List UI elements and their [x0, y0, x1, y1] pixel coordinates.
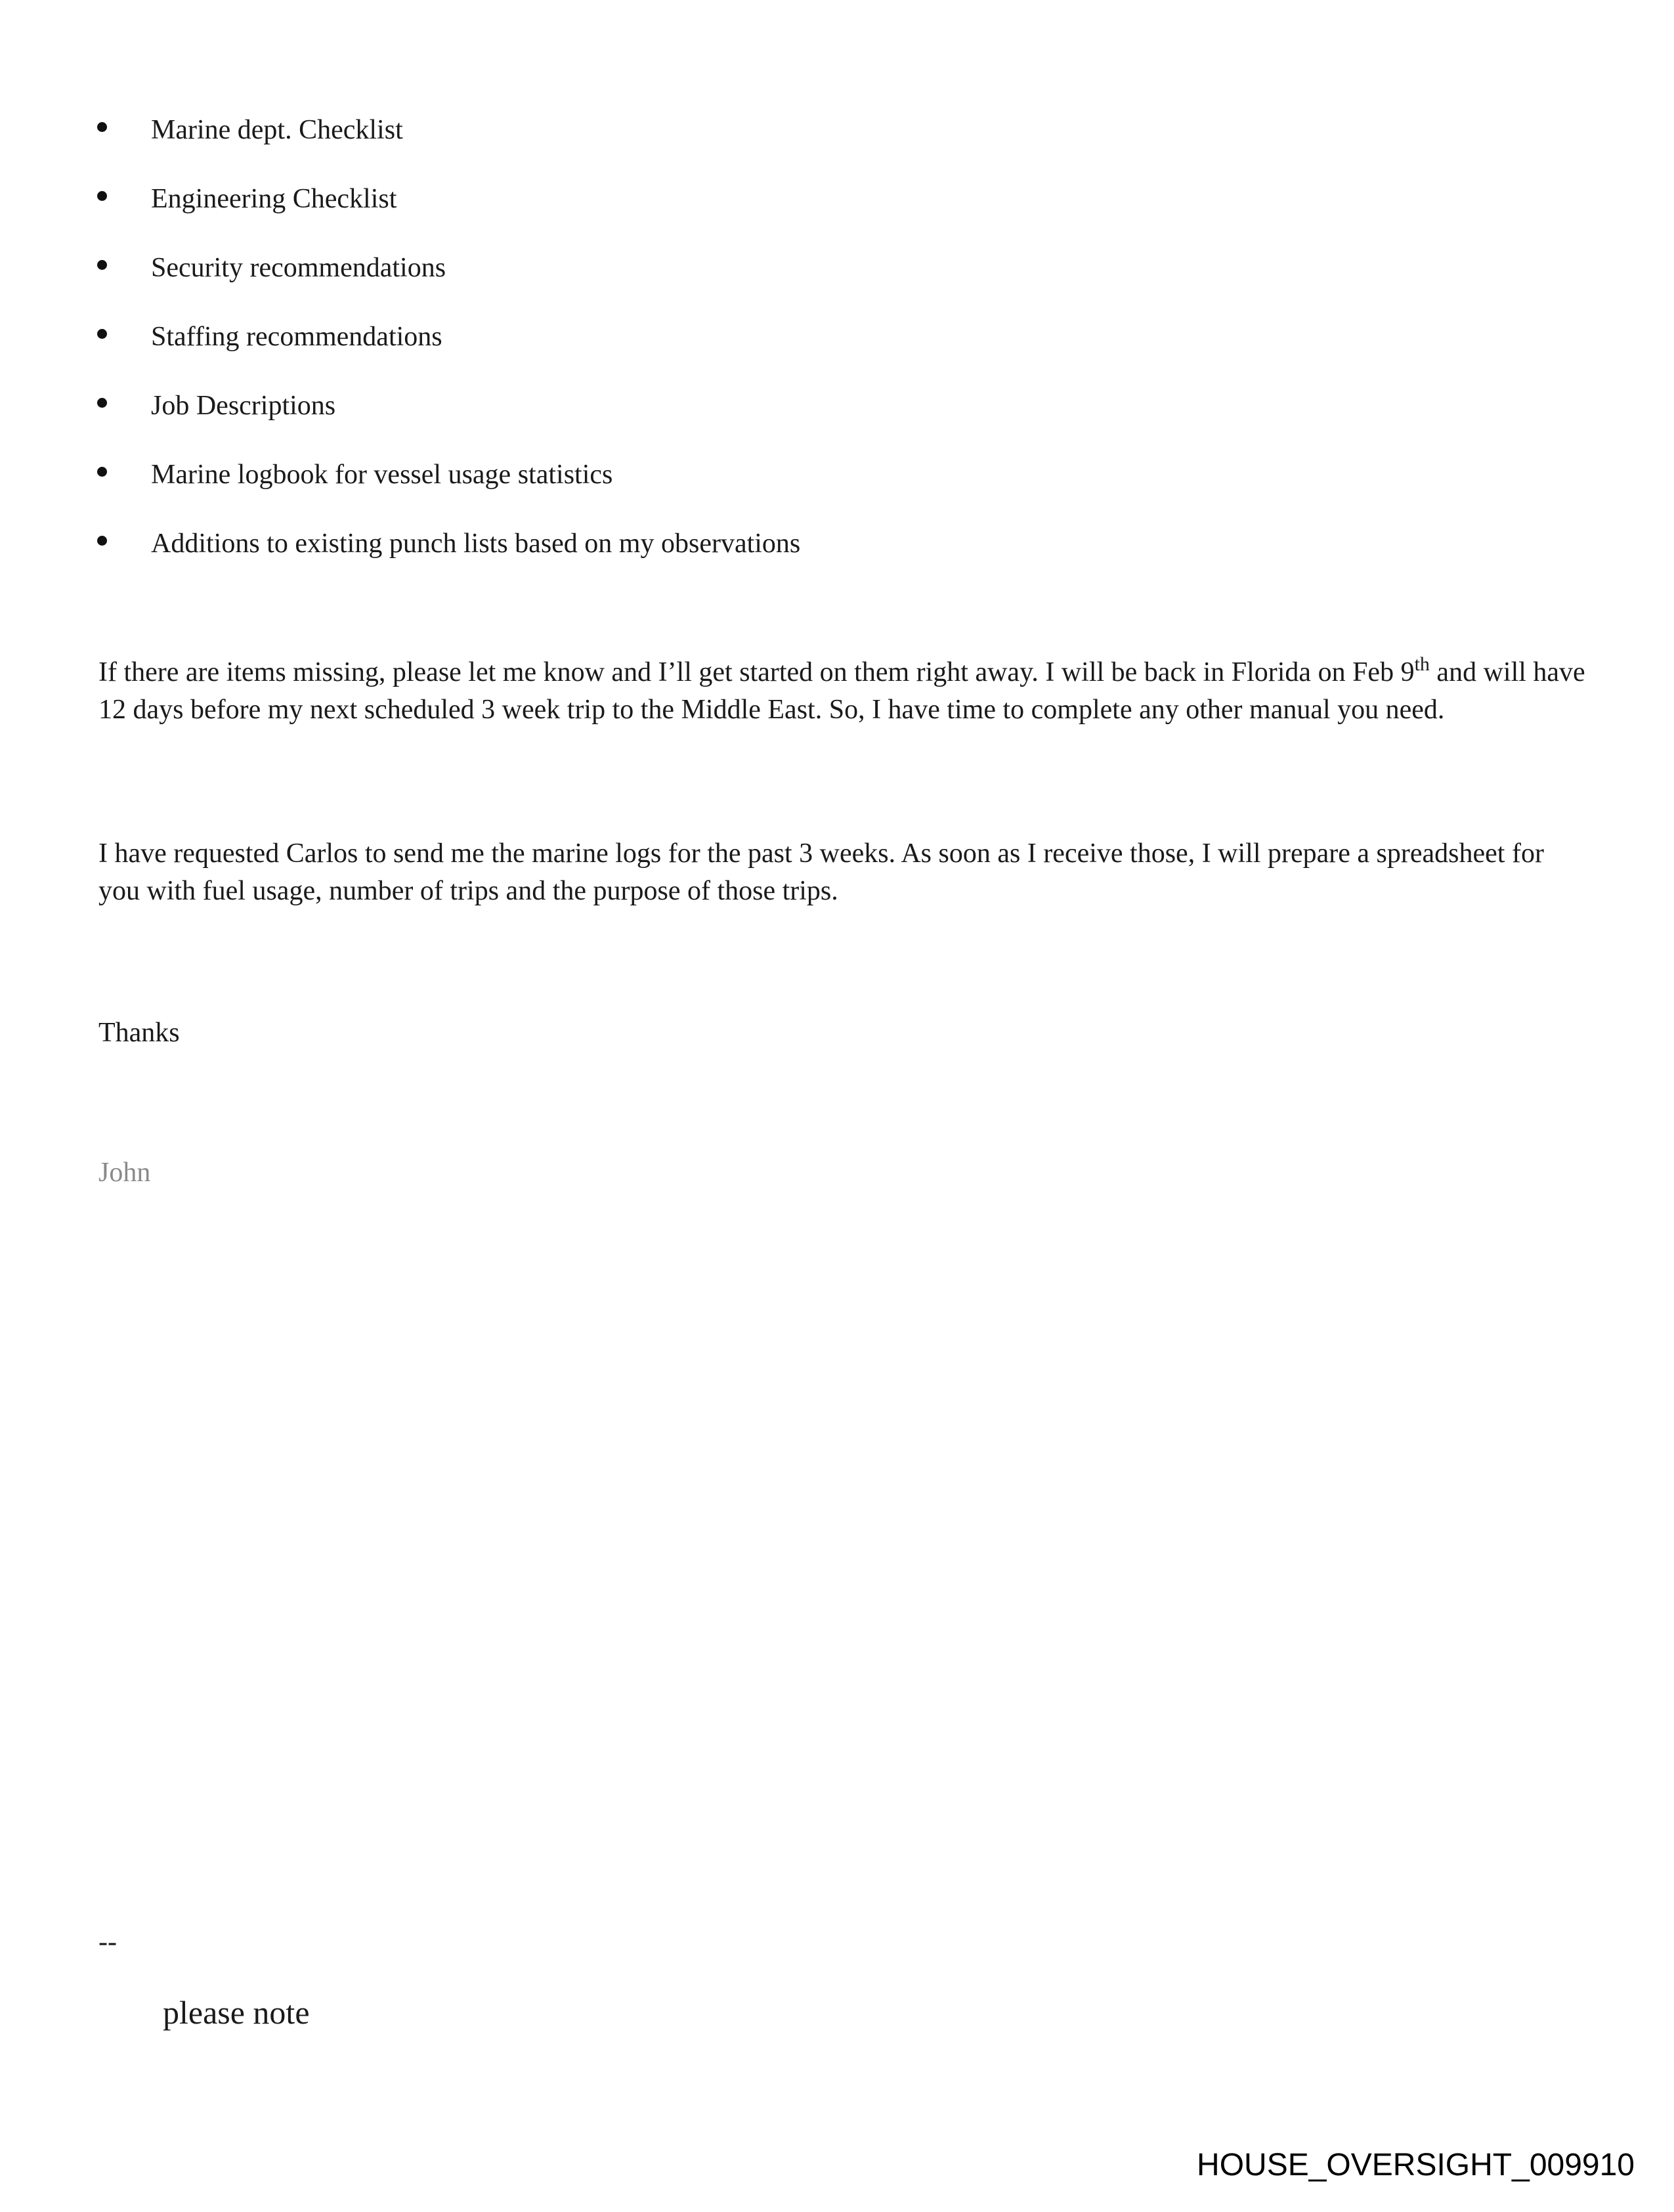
bullet-icon: [97, 122, 107, 132]
paragraph-text-before-superscript: If there are items missing, please let me know and I’ll get started on them right away. I will be back in Florida on Feb 9: [98, 657, 1415, 687]
missing-items-paragraph: [98, 654, 1589, 729]
list-item: [97, 248, 1541, 288]
list-item: [97, 110, 1541, 150]
list-item-text: Marine logbook for vessel usage statistics: [151, 460, 613, 490]
signature-separator: --: [98, 1927, 117, 1957]
list-item-text: Marine dept. Checklist: [151, 115, 403, 145]
marine-logs-paragraph: I have requested Carlos to send me the marine logs for the past 3 weeks. As soon as I receive those, I will prepare a spreadsheet for you with fuel usage, number of trips and the purpose of those trips.: [98, 838, 1544, 906]
bullet-icon: [97, 260, 107, 270]
list-item-text: Security recommendations: [151, 253, 446, 283]
list-item: [97, 524, 1541, 563]
list-item: [97, 179, 1541, 219]
bates-number: HOUSE_OVERSIGHT_009910: [1197, 2148, 1635, 2182]
list-item: [97, 317, 1541, 357]
closing-thanks: Thanks: [98, 1018, 180, 1048]
list-item-text: Engineering Checklist: [151, 184, 397, 214]
bullet-icon: [97, 467, 107, 477]
bullet-icon: [97, 398, 107, 408]
bullet-icon: [97, 536, 107, 546]
list-item: [97, 386, 1541, 425]
ordinal-superscript: th: [1414, 653, 1430, 675]
signature-name: John: [98, 1158, 151, 1188]
paragraph-text-after-superscript: and will have 12 days before my next scheduled 3 week trip to the Middle East. So, I have time to complete any other manual you need.: [98, 657, 1585, 725]
list-item: [97, 455, 1541, 494]
bullet-icon: [97, 191, 107, 201]
bullet-icon: [97, 329, 107, 339]
list-item-text: Job Descriptions: [151, 391, 336, 421]
list-item-text: Staffing recommendations: [151, 322, 442, 352]
please-note-text: please note: [163, 1994, 310, 2031]
list-item-text: Additions to existing punch lists based on my observations: [151, 529, 801, 559]
